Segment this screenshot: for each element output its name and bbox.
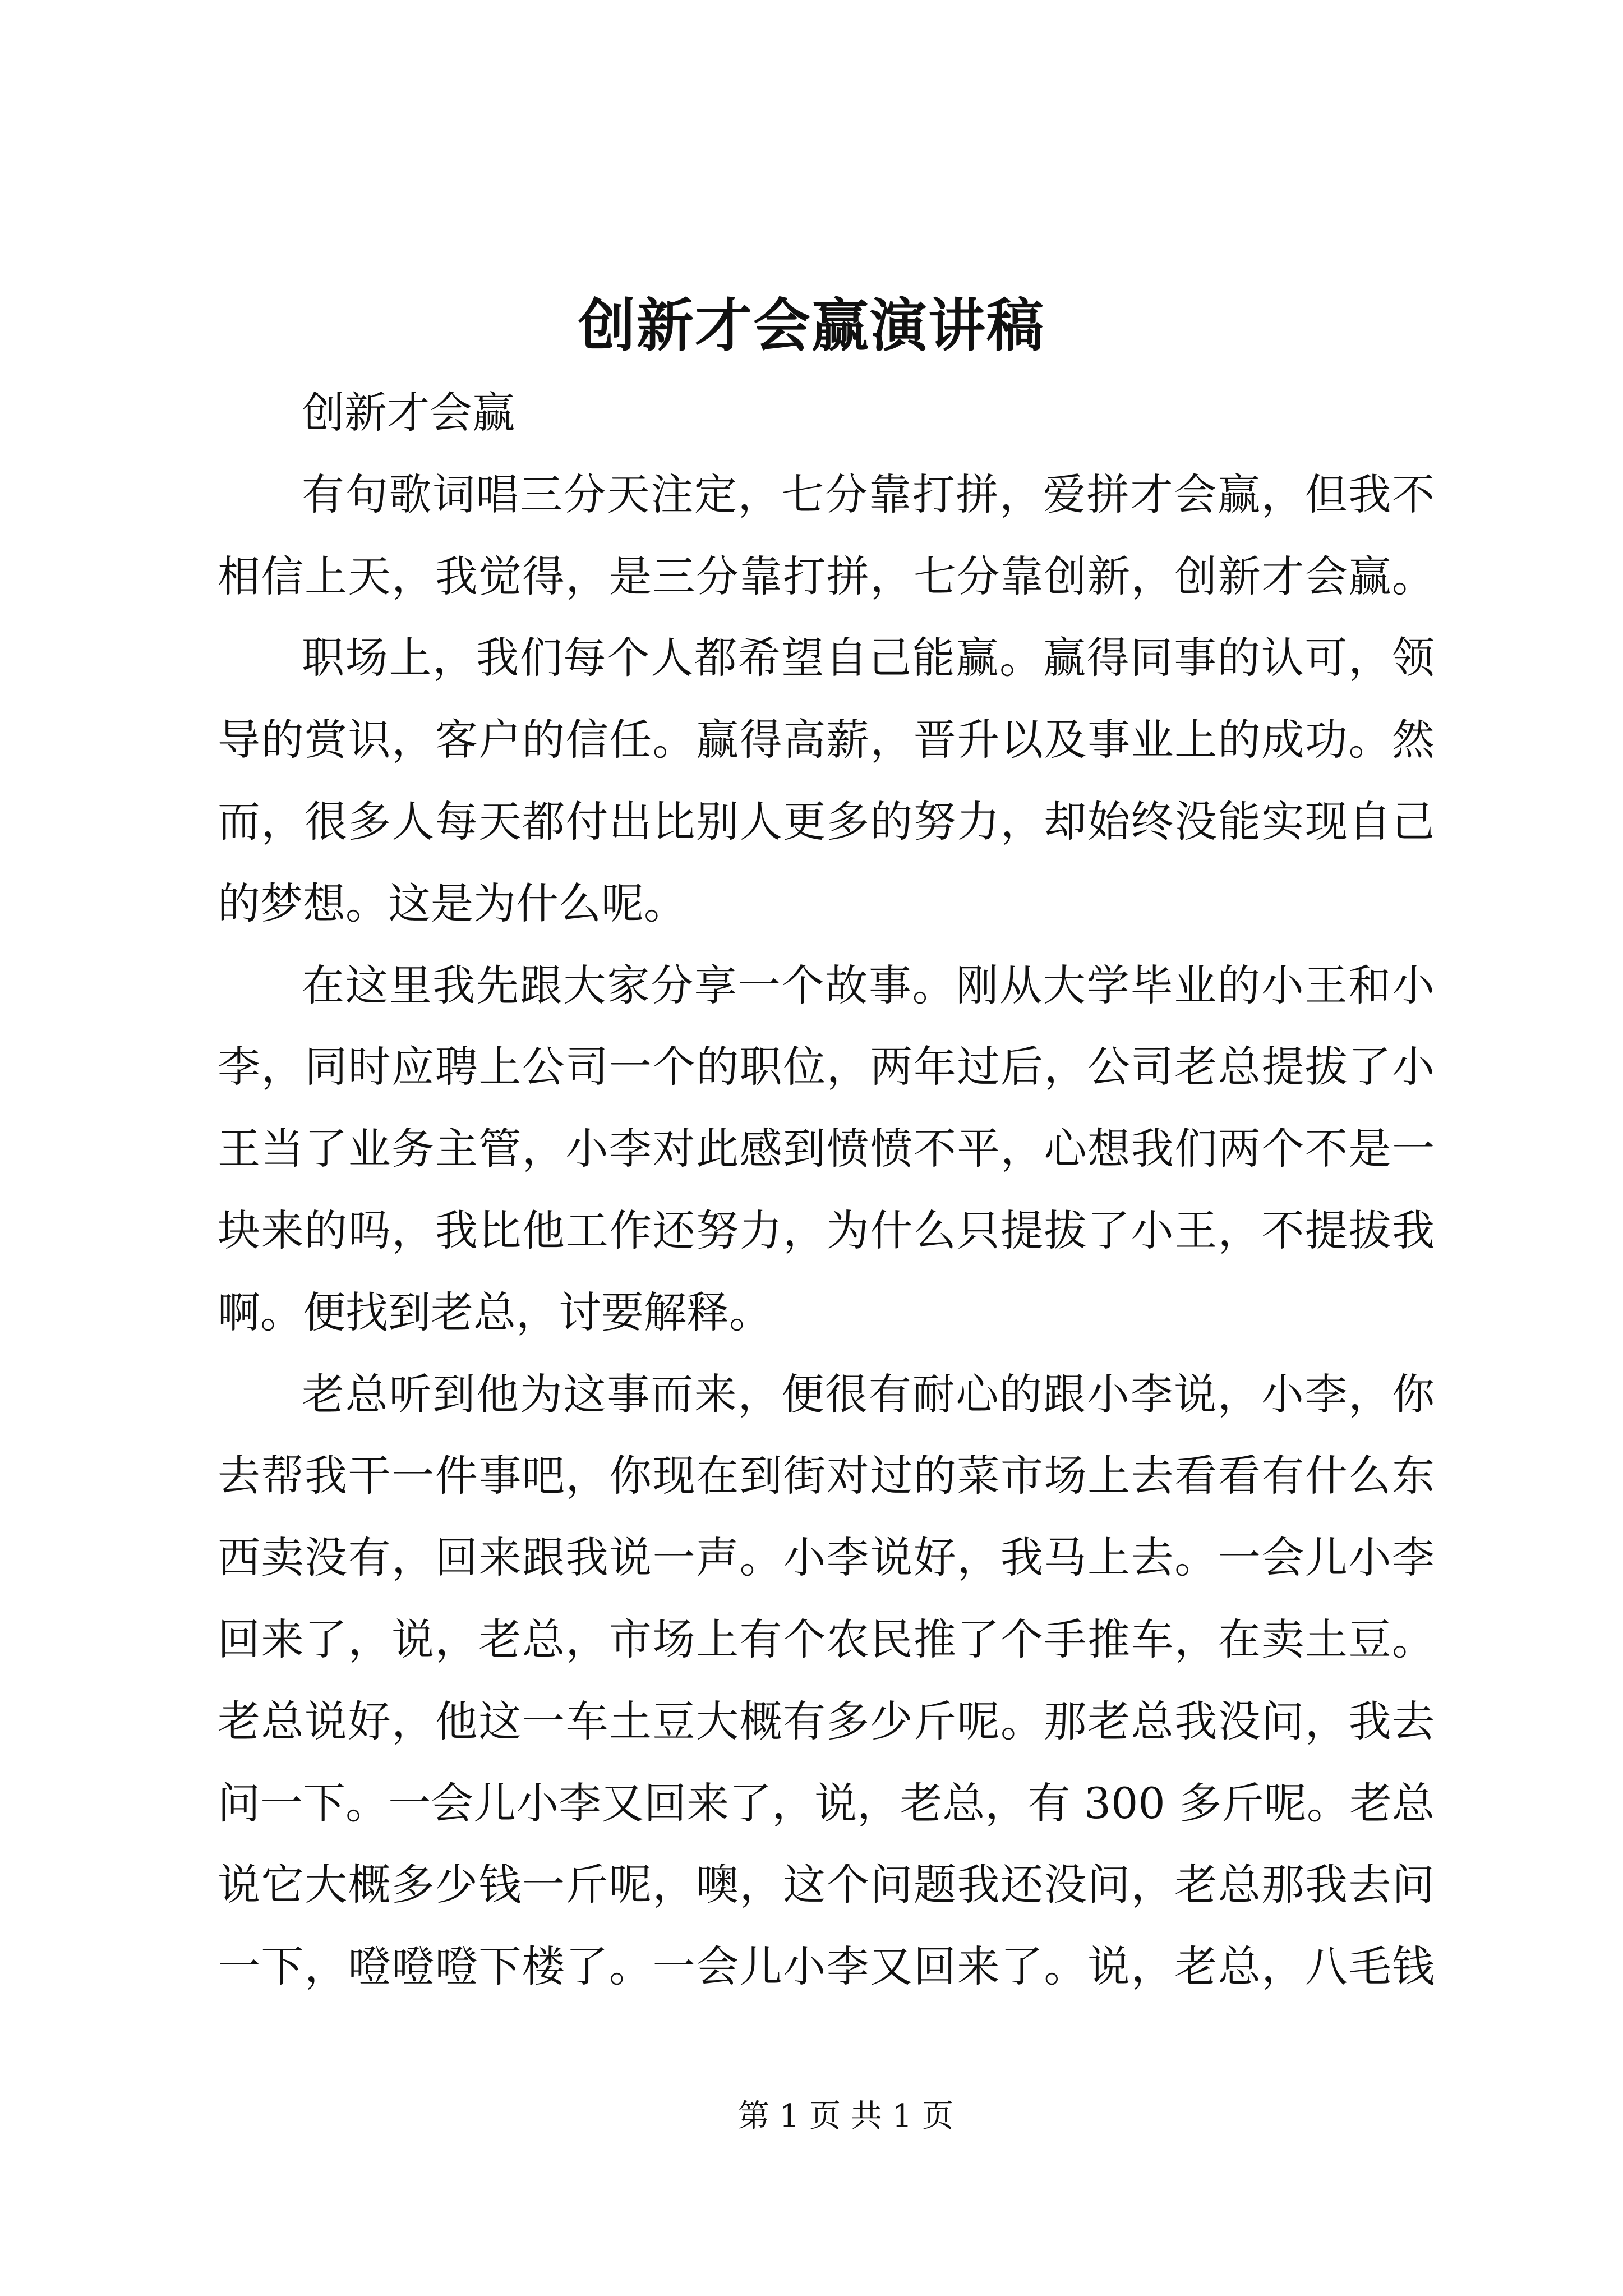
- text-line: 而，很多人每天都付出比别人更多的努力，却始终没能实现自己: [218, 796, 1435, 846]
- document-body: [218, 372, 1435, 2008]
- text-line: 啊。便找到老总，讨要解释。: [218, 1287, 772, 1337]
- paragraph: [218, 945, 1435, 1354]
- text-line: 老总听到他为这事而来，便很有耐心的跟小李说，小李，你: [302, 1369, 1435, 1419]
- text-line: 老总说好，他这一车土豆大概有多少斤呢。那老总我没问，我去: [218, 1696, 1435, 1746]
- text-line: 说它大概多少钱一斤呢，噢，这个问题我还没问，老总那我去问: [218, 1860, 1435, 1910]
- text-line: 块来的吗，我比他工作还努力，为什么只提拔了小王，不提拔我: [218, 1205, 1435, 1255]
- paragraph: [218, 617, 1435, 944]
- text-line: 有句歌词唱三分天注定，七分靠打拼，爱拼才会赢，但我不: [302, 469, 1435, 519]
- paragraph: [218, 372, 1435, 454]
- text-line: 王当了业务主管，小李对此感到愤愤不平，心想我们两个不是一: [218, 1124, 1435, 1174]
- paragraph: [218, 454, 1435, 618]
- text-line: 回来了，说，老总，市场上有个农民推了个手推车，在卖土豆。: [218, 1614, 1435, 1664]
- text-line: 创新才会赢: [302, 388, 515, 438]
- text-line: 相信上天，我觉得，是三分靠打拼，七分靠创新，创新才会赢。: [218, 551, 1435, 601]
- text-line: 导的赏识，客户的信任。赢得高薪，晋升以及事业上的成功。然: [218, 715, 1435, 765]
- text-line: 的梦想。这是为什么呢。: [218, 878, 686, 928]
- text-line: 一下，噔噔噔下楼了。一会儿小李又回来了。说，老总，八毛钱: [218, 1941, 1435, 1992]
- text-line: 西卖没有，回来跟我说一声。小李说好，我马上去。一会儿小李: [218, 1533, 1435, 1583]
- text-line: 职场上，我们每个人都希望自己能赢。赢得同事的认可，领: [302, 633, 1435, 683]
- paragraph: [218, 1354, 1435, 2008]
- text-line: 去帮我干一件事吧，你现在到街对过的菜市场上去看看有什么东: [218, 1451, 1435, 1501]
- text-line: 李，同时应聘上公司一个的职位，两年过后，公司老总提拔了小: [218, 1042, 1435, 1092]
- page-footer: 第 1 页 共 1 页: [737, 2098, 954, 2134]
- document-title: 创新才会赢演讲稿: [578, 292, 1045, 360]
- text-line: 在这里我先跟大家分享一个故事。刚从大学毕业的小王和小: [302, 960, 1435, 1010]
- text-line: 问一下。一会儿小李又回来了，说，老总，有 300 多斤呢。老总: [218, 1778, 1435, 1828]
